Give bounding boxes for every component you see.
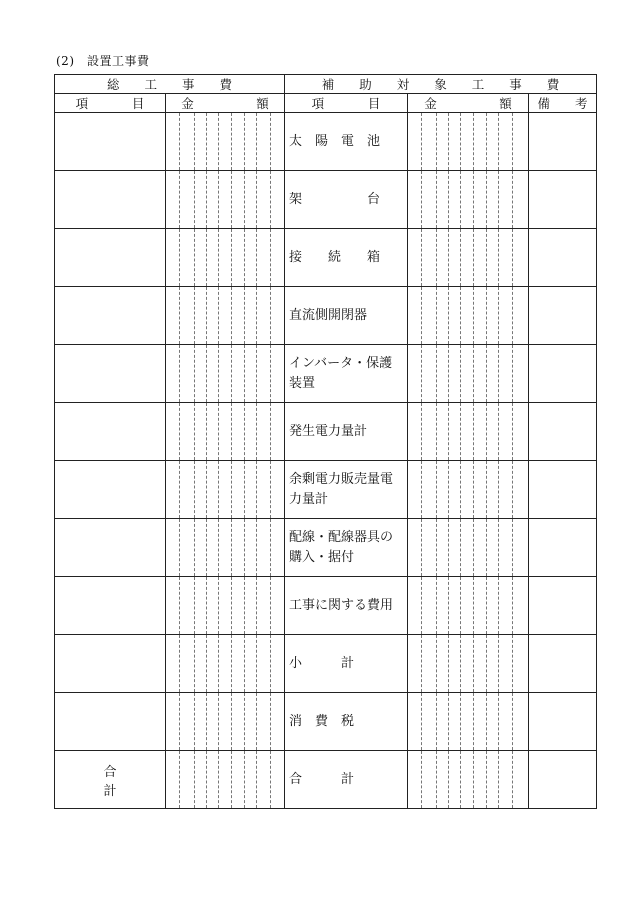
subsidy-item-header: 項 目	[285, 94, 408, 113]
digit-guide-line	[460, 403, 461, 460]
total-item-cell[interactable]	[55, 577, 166, 635]
remarks-cell[interactable]	[529, 519, 597, 577]
digit-guide-line	[486, 345, 487, 402]
total-amount-cell[interactable]	[166, 113, 285, 171]
digit-guide-line	[512, 635, 513, 692]
digit-guide-line	[231, 693, 232, 750]
remarks-cell[interactable]	[529, 229, 597, 287]
total-item-cell[interactable]	[55, 461, 166, 519]
digit-guide-line	[436, 751, 437, 808]
digit-guide-line	[498, 577, 499, 634]
digit-guide-line	[486, 751, 487, 808]
digit-guide-line	[179, 113, 180, 170]
digit-guide-line	[231, 403, 232, 460]
total-amount-cell[interactable]	[166, 403, 285, 461]
digit-guide-line	[498, 113, 499, 170]
digit-guide-line	[270, 693, 271, 750]
digit-guide-line	[498, 693, 499, 750]
remarks-cell[interactable]	[529, 635, 597, 693]
digit-guide-line	[231, 519, 232, 576]
digit-guide-line	[270, 287, 271, 344]
digit-guide-line	[244, 113, 245, 170]
total-item-cell[interactable]	[55, 635, 166, 693]
digit-guide-line	[194, 287, 195, 344]
digit-guide-line	[270, 635, 271, 692]
digit-guide-line	[512, 287, 513, 344]
digit-guide-line	[231, 287, 232, 344]
total-cost-header: 総 工 事 費	[55, 75, 285, 94]
digit-guide-line	[421, 461, 422, 518]
table-row	[55, 345, 597, 403]
digit-guide-line	[473, 635, 474, 692]
digit-guide-line	[256, 345, 257, 402]
digit-guide-line	[473, 113, 474, 170]
digit-guide-line	[231, 229, 232, 286]
digit-guide-line	[448, 751, 449, 808]
digit-guide-line	[244, 635, 245, 692]
digit-guide-line	[498, 519, 499, 576]
digit-guide-line	[436, 693, 437, 750]
digit-guide-line	[270, 461, 271, 518]
digit-guide-line	[486, 287, 487, 344]
digit-guide-line	[256, 577, 257, 634]
digit-guide-line	[270, 229, 271, 286]
digit-guide-line	[179, 693, 180, 750]
subsidy-amount-header: 金 額	[408, 94, 529, 113]
digit-guide-line	[231, 171, 232, 228]
digit-guide-line	[179, 287, 180, 344]
total-item-cell[interactable]	[55, 693, 166, 751]
digit-guide-line	[206, 693, 207, 750]
digit-guide-line	[460, 287, 461, 344]
digit-guide-line	[206, 577, 207, 634]
digit-guide-line	[206, 403, 207, 460]
digit-guide-line	[218, 113, 219, 170]
digit-guide-line	[486, 229, 487, 286]
digit-guide-line	[436, 113, 437, 170]
subsidy-amount-cell[interactable]	[408, 345, 529, 403]
digit-guide-line	[194, 229, 195, 286]
digit-guide-line	[486, 171, 487, 228]
subsidy-amount-cell[interactable]	[408, 287, 529, 345]
digit-guide-line	[256, 113, 257, 170]
digit-guide-line	[244, 577, 245, 634]
digit-guide-line	[270, 577, 271, 634]
digit-guide-line	[486, 635, 487, 692]
digit-guide-line	[512, 403, 513, 460]
digit-guide-line	[498, 751, 499, 808]
digit-guide-line	[194, 461, 195, 518]
digit-guide-line	[179, 171, 180, 228]
digit-guide-line	[244, 693, 245, 750]
table-row	[55, 635, 597, 693]
digit-guide-line	[486, 461, 487, 518]
digit-guide-line	[486, 519, 487, 576]
digit-guide-line	[256, 171, 257, 228]
table-row	[55, 229, 597, 287]
digit-guide-line	[448, 229, 449, 286]
digit-guide-line	[206, 345, 207, 402]
digit-guide-line	[270, 403, 271, 460]
digit-guide-line	[206, 519, 207, 576]
total-amount-header: 金 額	[166, 94, 285, 113]
digit-guide-line	[421, 635, 422, 692]
total-item-cell[interactable]	[55, 171, 166, 229]
digit-guide-line	[206, 751, 207, 808]
subsidy-cost-header: 補 助 対 象 工 事 費	[285, 75, 597, 94]
digit-guide-line	[512, 519, 513, 576]
digit-guide-line	[498, 461, 499, 518]
digit-guide-line	[460, 171, 461, 228]
digit-guide-line	[244, 519, 245, 576]
digit-guide-line	[473, 345, 474, 402]
digit-guide-line	[473, 287, 474, 344]
subsidy-item-cell: 太 陽 電 池	[285, 113, 408, 171]
total-amount-cell[interactable]	[166, 519, 285, 577]
digit-guide-line	[206, 171, 207, 228]
digit-guide-line	[512, 171, 513, 228]
digit-guide-line	[473, 751, 474, 808]
installation-cost-table	[54, 74, 597, 809]
digit-guide-line	[512, 345, 513, 402]
subsidy-item-cell: インバータ・保護装置	[285, 345, 408, 403]
digit-guide-line	[473, 577, 474, 634]
digit-guide-line	[179, 577, 180, 634]
digit-guide-line	[231, 345, 232, 402]
digit-guide-line	[194, 345, 195, 402]
digit-guide-line	[448, 577, 449, 634]
digit-guide-line	[256, 461, 257, 518]
digit-guide-line	[460, 345, 461, 402]
digit-guide-line	[256, 693, 257, 750]
digit-guide-line	[512, 461, 513, 518]
total-item-cell[interactable]	[55, 287, 166, 345]
digit-guide-line	[194, 577, 195, 634]
digit-guide-line	[421, 693, 422, 750]
digit-guide-line	[244, 229, 245, 286]
digit-guide-line	[460, 693, 461, 750]
digit-guide-line	[421, 751, 422, 808]
digit-guide-line	[256, 635, 257, 692]
table-row	[55, 403, 597, 461]
remarks-cell[interactable]	[529, 113, 597, 171]
table-row	[55, 577, 597, 635]
subsidy-amount-cell[interactable]	[408, 461, 529, 519]
subsidy-item-cell: 小 計	[285, 635, 408, 693]
remarks-cell[interactable]	[529, 345, 597, 403]
digit-guide-line	[436, 577, 437, 634]
remarks-cell[interactable]	[529, 171, 597, 229]
remarks-cell[interactable]	[529, 287, 597, 345]
digit-guide-line	[421, 577, 422, 634]
digit-guide-line	[512, 577, 513, 634]
subsidy-amount-cell[interactable]	[408, 635, 529, 693]
total-amount-cell[interactable]	[166, 229, 285, 287]
subsidy-amount-cell[interactable]	[408, 751, 529, 809]
digit-guide-line	[244, 345, 245, 402]
digit-guide-line	[448, 345, 449, 402]
digit-guide-line	[448, 693, 449, 750]
digit-guide-line	[498, 229, 499, 286]
digit-guide-line	[179, 229, 180, 286]
digit-guide-line	[436, 287, 437, 344]
subsidy-item-cell: 直流側開閉器	[285, 287, 408, 345]
digit-guide-line	[270, 751, 271, 808]
digit-guide-line	[460, 461, 461, 518]
subsidy-item-cell: 接 続 箱	[285, 229, 408, 287]
digit-guide-line	[473, 519, 474, 576]
digit-guide-line	[448, 461, 449, 518]
total-item-cell[interactable]	[55, 229, 166, 287]
remarks-cell[interactable]	[529, 403, 597, 461]
digit-guide-line	[218, 403, 219, 460]
digit-guide-line	[421, 403, 422, 460]
table-row	[55, 519, 597, 577]
digit-guide-line	[486, 693, 487, 750]
subsidy-item-cell: 余剰電力販売量電力量計	[285, 461, 408, 519]
digit-guide-line	[436, 461, 437, 518]
digit-guide-line	[206, 229, 207, 286]
digit-guide-line	[231, 461, 232, 518]
digit-guide-line	[231, 751, 232, 808]
digit-guide-line	[179, 519, 180, 576]
subsidy-amount-cell[interactable]	[408, 577, 529, 635]
digit-guide-line	[179, 403, 180, 460]
table-row	[55, 461, 597, 519]
digit-guide-line	[179, 461, 180, 518]
digit-guide-line	[194, 403, 195, 460]
digit-guide-line	[270, 171, 271, 228]
digit-guide-line	[473, 229, 474, 286]
table-row	[55, 693, 597, 751]
remarks-cell[interactable]	[529, 461, 597, 519]
subsidy-amount-cell[interactable]	[408, 693, 529, 751]
digit-guide-line	[448, 171, 449, 228]
total-item-cell[interactable]: 合 計	[55, 751, 166, 809]
subsidy-item-cell: 消 費 税	[285, 693, 408, 751]
total-item-cell[interactable]	[55, 345, 166, 403]
digit-guide-line	[218, 519, 219, 576]
digit-guide-line	[194, 751, 195, 808]
total-amount-cell[interactable]	[166, 693, 285, 751]
digit-guide-line	[256, 287, 257, 344]
total-amount-cell[interactable]	[166, 287, 285, 345]
subsidy-amount-cell[interactable]	[408, 113, 529, 171]
total-amount-cell[interactable]	[166, 461, 285, 519]
digit-guide-line	[460, 635, 461, 692]
digit-guide-line	[498, 345, 499, 402]
digit-guide-line	[448, 287, 449, 344]
subsidy-amount-cell[interactable]	[408, 519, 529, 577]
digit-guide-line	[512, 751, 513, 808]
digit-guide-line	[498, 635, 499, 692]
digit-guide-line	[421, 229, 422, 286]
subsidy-item-cell: 工事に関する費用	[285, 577, 408, 635]
digit-guide-line	[218, 171, 219, 228]
digit-guide-line	[270, 113, 271, 170]
total-amount-cell[interactable]	[166, 577, 285, 635]
digit-guide-line	[218, 635, 219, 692]
digit-guide-line	[194, 171, 195, 228]
digit-guide-line	[231, 635, 232, 692]
digit-guide-line	[244, 751, 245, 808]
digit-guide-line	[436, 519, 437, 576]
digit-guide-line	[448, 635, 449, 692]
digit-guide-line	[473, 403, 474, 460]
digit-guide-line	[244, 287, 245, 344]
digit-guide-line	[498, 171, 499, 228]
digit-guide-line	[206, 461, 207, 518]
digit-guide-line	[421, 171, 422, 228]
total-item-cell[interactable]	[55, 113, 166, 171]
table-row	[55, 287, 597, 345]
total-item-cell[interactable]	[55, 519, 166, 577]
digit-guide-line	[448, 113, 449, 170]
digit-guide-line	[194, 635, 195, 692]
subsidy-item-cell: 架 台	[285, 171, 408, 229]
table-row	[55, 171, 597, 229]
digit-guide-line	[421, 519, 422, 576]
total-amount-cell[interactable]	[166, 171, 285, 229]
digit-guide-line	[448, 519, 449, 576]
subsidy-item-cell: 合 計	[285, 751, 408, 809]
digit-guide-line	[460, 751, 461, 808]
subsidy-amount-cell[interactable]	[408, 403, 529, 461]
digit-guide-line	[218, 287, 219, 344]
digit-guide-line	[436, 171, 437, 228]
digit-guide-line	[421, 113, 422, 170]
digit-guide-line	[194, 693, 195, 750]
digit-guide-line	[512, 693, 513, 750]
digit-guide-line	[473, 693, 474, 750]
subsidy-amount-cell[interactable]	[408, 171, 529, 229]
remarks-cell[interactable]	[529, 693, 597, 751]
digit-guide-line	[244, 171, 245, 228]
remarks-header: 備 考	[529, 94, 597, 113]
digit-guide-line	[436, 229, 437, 286]
digit-guide-line	[206, 635, 207, 692]
table-row	[55, 113, 597, 171]
digit-guide-line	[218, 461, 219, 518]
table-row	[55, 751, 597, 809]
total-amount-cell[interactable]	[166, 345, 285, 403]
remarks-cell[interactable]	[529, 577, 597, 635]
digit-guide-line	[270, 345, 271, 402]
digit-guide-line	[179, 635, 180, 692]
digit-guide-line	[244, 461, 245, 518]
digit-guide-line	[179, 345, 180, 402]
total-item-cell[interactable]	[55, 403, 166, 461]
digit-guide-line	[421, 345, 422, 402]
section-title: (2) 設置工事費	[56, 54, 150, 68]
digit-guide-line	[473, 171, 474, 228]
digit-guide-line	[244, 403, 245, 460]
digit-guide-line	[231, 113, 232, 170]
subsidy-item-cell: 配線・配線器具の購入・据付	[285, 519, 408, 577]
digit-guide-line	[256, 519, 257, 576]
subsidy-item-cell: 発生電力量計	[285, 403, 408, 461]
digit-guide-line	[218, 345, 219, 402]
digit-guide-line	[218, 693, 219, 750]
digit-guide-line	[486, 113, 487, 170]
digit-guide-line	[460, 577, 461, 634]
digit-guide-line	[498, 403, 499, 460]
digit-guide-line	[460, 519, 461, 576]
digit-guide-line	[486, 403, 487, 460]
digit-guide-line	[194, 519, 195, 576]
digit-guide-line	[231, 577, 232, 634]
digit-guide-line	[460, 229, 461, 286]
total-item-header: 項 目	[55, 94, 166, 113]
digit-guide-line	[486, 577, 487, 634]
digit-guide-line	[218, 751, 219, 808]
digit-guide-line	[218, 577, 219, 634]
total-amount-cell[interactable]	[166, 751, 285, 809]
digit-guide-line	[270, 519, 271, 576]
digit-guide-line	[256, 403, 257, 460]
digit-guide-line	[436, 345, 437, 402]
subsidy-amount-cell[interactable]	[408, 229, 529, 287]
digit-guide-line	[194, 113, 195, 170]
digit-guide-line	[256, 229, 257, 286]
digit-guide-line	[512, 113, 513, 170]
digit-guide-line	[256, 751, 257, 808]
digit-guide-line	[218, 229, 219, 286]
total-amount-cell[interactable]	[166, 635, 285, 693]
digit-guide-line	[206, 287, 207, 344]
digit-guide-line	[512, 229, 513, 286]
remarks-cell[interactable]	[529, 751, 597, 809]
digit-guide-line	[473, 461, 474, 518]
digit-guide-line	[421, 287, 422, 344]
digit-guide-line	[448, 403, 449, 460]
digit-guide-line	[436, 403, 437, 460]
digit-guide-line	[179, 751, 180, 808]
digit-guide-line	[206, 113, 207, 170]
digit-guide-line	[436, 635, 437, 692]
digit-guide-line	[498, 287, 499, 344]
digit-guide-line	[460, 113, 461, 170]
